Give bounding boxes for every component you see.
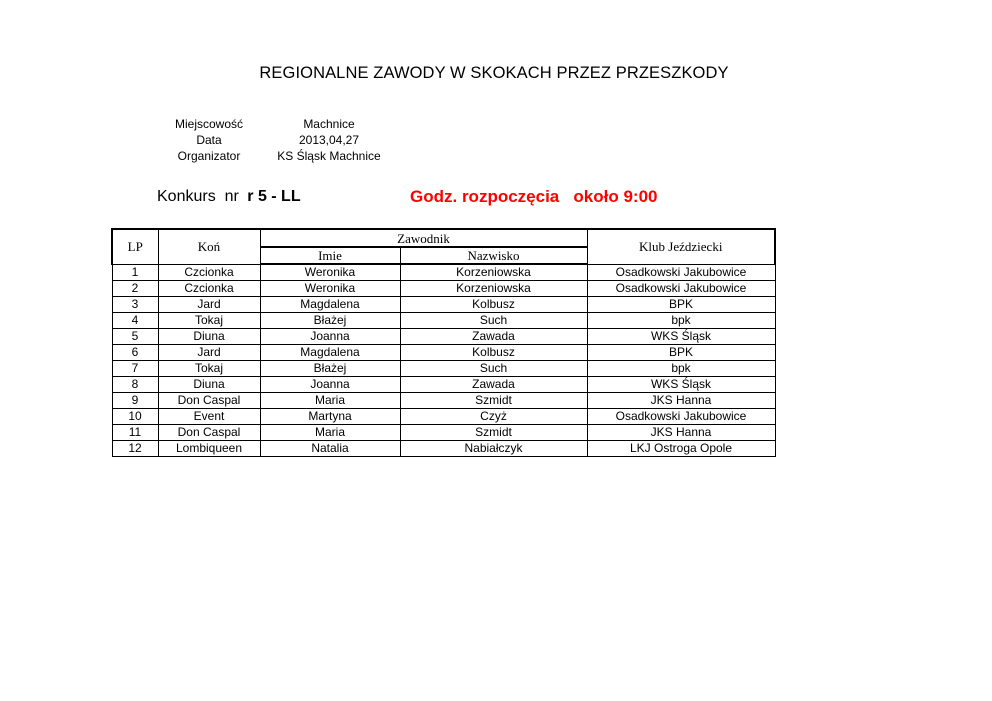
row-club: Osadkowski Jakubowice [587, 409, 775, 425]
row-lp: 11 [112, 425, 158, 441]
page-title: REGIONALNE ZAWODY W SKOKACH PRZEZ PRZESZKODY [259, 64, 729, 82]
table-row [112, 409, 775, 425]
row-last-name: Korzeniowska [400, 264, 587, 281]
row-lp: 2 [112, 281, 158, 297]
info-label-organizer: Organizator [177, 149, 241, 163]
row-club: JKS Hanna [587, 425, 775, 441]
row-club: JKS Hanna [587, 393, 775, 409]
row-club: WKS Śląsk [587, 377, 775, 393]
header-rider: Zawodnik [260, 229, 587, 247]
row-club: LKJ Ostroga Opole [587, 441, 775, 457]
row-last-name: Such [400, 361, 587, 377]
row-club: Osadkowski Jakubowice [587, 264, 775, 281]
row-last-name: Szmidt [400, 393, 587, 409]
row-horse: Czcionka [158, 264, 260, 281]
row-horse: Don Caspal [158, 425, 260, 441]
row-horse: Jard [158, 345, 260, 361]
row-last-name: Such [400, 313, 587, 329]
row-lp: 3 [112, 297, 158, 313]
row-club: bpk [587, 313, 775, 329]
row-last-name: Korzeniowska [400, 281, 587, 297]
header-horse: Koń [158, 229, 260, 264]
row-first-name: Joanna [260, 377, 400, 393]
results-body [112, 264, 775, 457]
row-club: WKS Śląsk [587, 329, 775, 345]
row-lp: 9 [112, 393, 158, 409]
row-last-name: Kolbusz [400, 345, 587, 361]
row-first-name: Magdalena [260, 345, 400, 361]
row-first-name: Weronika [260, 281, 400, 297]
info-value-place: Machnice [303, 117, 355, 131]
row-lp: 7 [112, 361, 158, 377]
row-first-name: Weronika [260, 264, 400, 281]
results-table [111, 228, 776, 457]
row-lp: 1 [112, 264, 158, 281]
row-club: bpk [587, 361, 775, 377]
row-horse: Jard [158, 297, 260, 313]
row-horse: Diuna [158, 329, 260, 345]
row-first-name: Magdalena [260, 297, 400, 313]
table-row [112, 264, 775, 281]
competition-value: r 5 - LL [247, 188, 301, 205]
row-horse: Czcionka [158, 281, 260, 297]
table-row [112, 345, 775, 361]
start-time: Godz. rozpoczęcia około 9:00 [410, 187, 658, 206]
row-last-name: Szmidt [400, 425, 587, 441]
table-row [112, 441, 775, 457]
row-first-name: Maria [260, 393, 400, 409]
row-horse: Tokaj [158, 361, 260, 377]
row-first-name: Joanna [260, 329, 400, 345]
row-first-name: Maria [260, 425, 400, 441]
row-club: BPK [587, 345, 775, 361]
table-row [112, 393, 775, 409]
row-first-name: Błażej [260, 313, 400, 329]
row-lp: 6 [112, 345, 158, 361]
row-last-name: Czyż [400, 409, 587, 425]
row-last-name: Zawada [400, 377, 587, 393]
row-last-name: Nabiałczyk [400, 441, 587, 457]
row-club: Osadkowski Jakubowice [587, 281, 775, 297]
row-first-name: Martyna [260, 409, 400, 425]
row-lp: 12 [112, 441, 158, 457]
row-horse: Lombiqueen [158, 441, 260, 457]
table-row [112, 425, 775, 441]
table-row [112, 297, 775, 313]
row-first-name: Błażej [260, 361, 400, 377]
competition-number [157, 188, 301, 206]
info-labels [160, 116, 258, 164]
header-lp: LP [112, 229, 158, 264]
info-value-organizer: KS Śląsk Machnice [277, 149, 381, 163]
info-label-date: Data [196, 133, 222, 147]
header-club: Klub Jeździecki [587, 229, 775, 264]
row-horse: Tokaj [158, 313, 260, 329]
row-first-name: Natalia [260, 441, 400, 457]
row-last-name: Zawada [400, 329, 587, 345]
table-row [112, 377, 775, 393]
row-lp: 8 [112, 377, 158, 393]
row-club: BPK [587, 297, 775, 313]
row-last-name: Kolbusz [400, 297, 587, 313]
row-horse: Diuna [158, 377, 260, 393]
table-row [112, 329, 775, 345]
table-row [112, 281, 775, 297]
table-row [112, 313, 775, 329]
table-row [112, 361, 775, 377]
row-horse: Event [158, 409, 260, 425]
info-value-date: 2013,04,27 [298, 133, 360, 147]
row-lp: 5 [112, 329, 158, 345]
row-lp: 10 [112, 409, 158, 425]
header-first-name: Imie [260, 247, 400, 264]
competition-label: Konkurs nr [157, 188, 239, 205]
info-label-place: Miejscowość [174, 117, 243, 131]
row-lp: 4 [112, 313, 158, 329]
info-values [262, 116, 396, 164]
row-horse: Don Caspal [158, 393, 260, 409]
header-last-name: Nazwisko [400, 247, 587, 264]
